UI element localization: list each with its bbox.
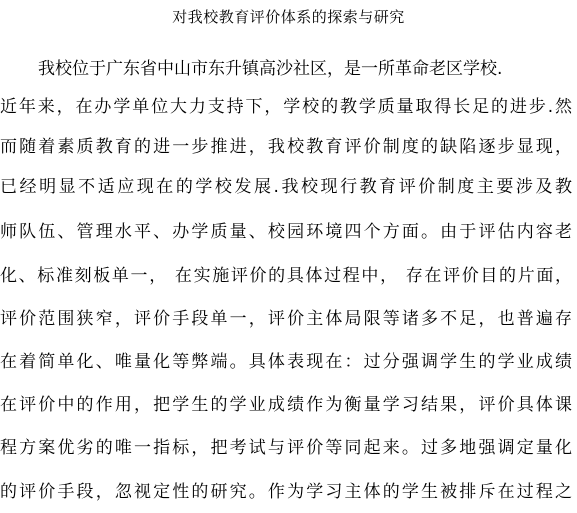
paragraph-line: 我校位于广东省中山市东升镇高沙社区，是一所革命老区学校.	[38, 59, 503, 79]
paragraph-line: 的评价手段，忽视定性的研究。作为学习主体的学生被排斥在过程之	[0, 482, 572, 502]
document-title: 对我校教育评价体系的探索与研究	[172, 8, 405, 26]
paragraph-line: 已经明显不适应现在的学校发展.我校现行教育评价制度主要涉及教	[0, 177, 572, 197]
paragraph-line: 化、标准刻板单一， 在实施评价的具体过程中， 存在评价目的片面，	[0, 266, 572, 286]
paragraph-line: 评价范围狭窄，评价手段单一，评价主体局限等诸多不足，也普遍存	[0, 309, 572, 329]
paragraph-line: 近年来，在办学单位大力支持下，学校的教学质量取得长足的进步.然	[0, 97, 572, 117]
paragraph-line: 师队伍、管理水平、办学质量、校园环境四个方面。由于评估内容老	[0, 222, 572, 242]
paragraph-line: 在着简单化、唯量化等弊端。具体表现在：过分强调学生的学业成绩	[0, 352, 572, 372]
paragraph-line: 而随着素质教育的进一步推进，我校教育评价制度的缺陷逐步显现，	[0, 137, 572, 157]
paragraph-line: 程方案优劣的唯一指标，把考试与评价等同起来。过多地强调定量化	[0, 438, 572, 458]
paragraph-line: 在评价中的作用，把学生的学业成绩作为衡量学习结果，评价具体课	[0, 395, 572, 415]
